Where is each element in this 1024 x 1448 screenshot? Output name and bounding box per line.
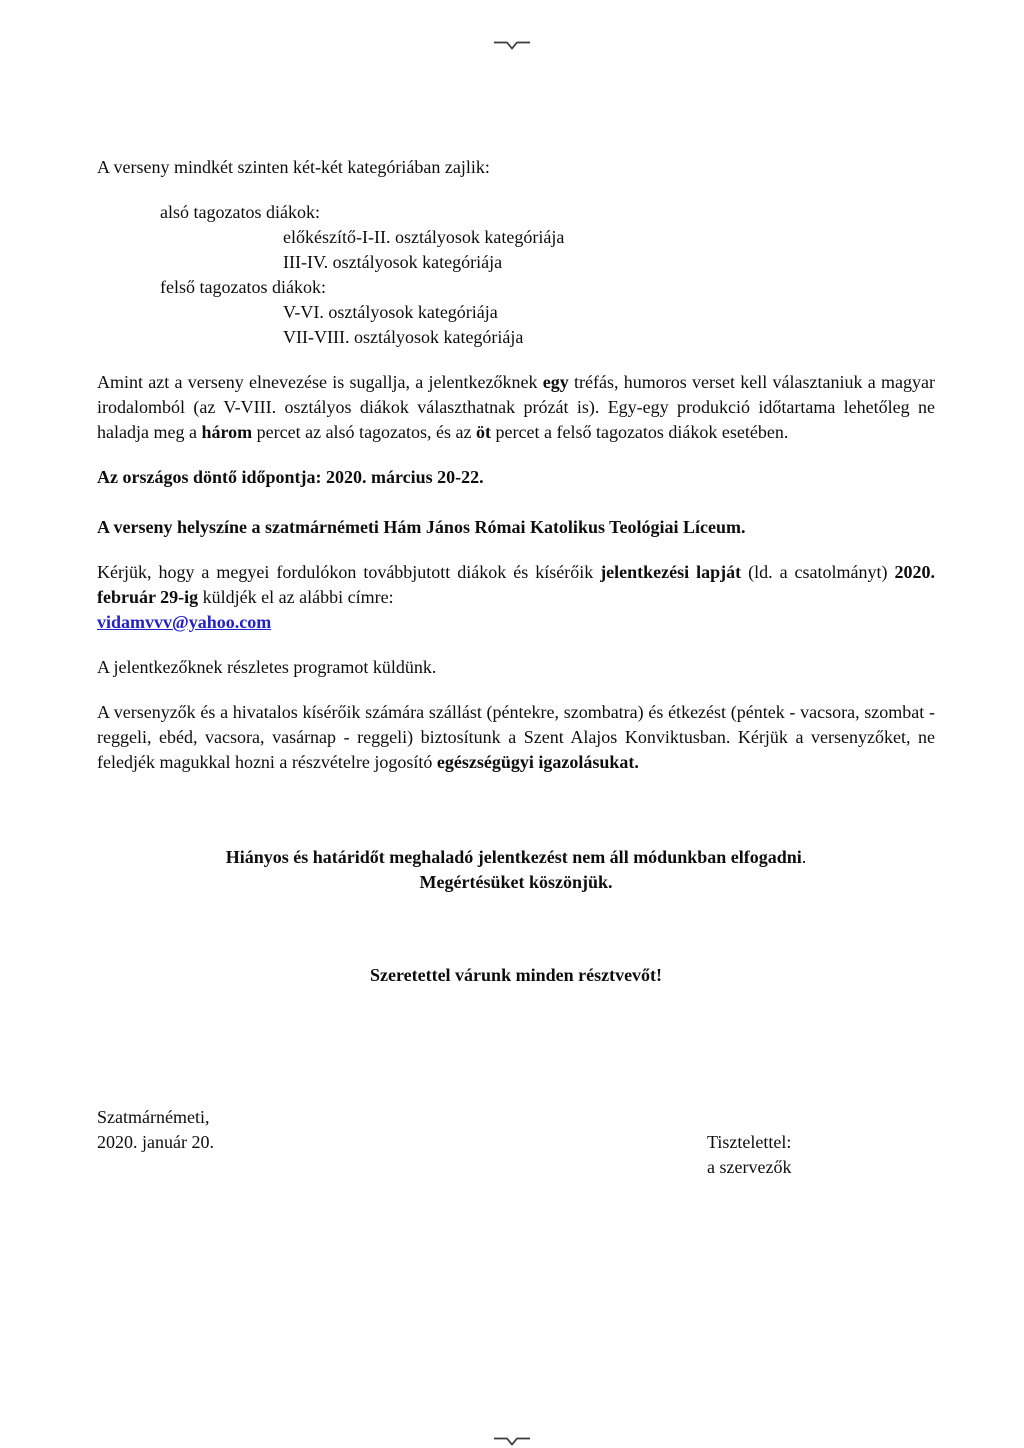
signature-closing: Tisztelettel:: [707, 1132, 792, 1152]
divider-icon: [493, 33, 531, 58]
signature-date: 2020. január 20.: [97, 1132, 214, 1152]
email-link[interactable]: vidamvvv@yahoo.com: [97, 612, 272, 632]
letter-body: [97, 155, 935, 1180]
category-list: [97, 200, 935, 350]
category-line: felső tagozatos diákok:: [160, 277, 326, 297]
final-date-line: Az országos döntő időpontja: 2020. március 20-22.: [97, 467, 484, 487]
notice-line-1: Hiányos és határidőt meghaladó jelentkezést nem áll módunkban elfogadni.: [225, 847, 807, 867]
venue-line: A verseny helyszíne a szatmárnémeti Hám János Római Katolikus Teológiai Líceum.: [97, 517, 746, 537]
email-row: [97, 610, 935, 635]
divider-icon: [493, 1429, 531, 1448]
paragraph-program: A jelentkezőknek részletes programot küldünk.: [97, 657, 437, 677]
paragraph-lodging: A versenyzők és a hivatalos kísérőik számára szállást (péntekre, szombatra) és étkezést (péntek - vacsora, szombat - reggeli, ebéd, vacsora, vasárnap - reggeli) biztosítunk a Szent Alajos Konviktusban. Kérjük a versenyzőket, ne feledjék magukkal hozni a részvételre jogosító egészségügyi igazolásukat.: [97, 702, 935, 772]
category-line: III-IV. osztályosok kategóriája: [283, 252, 503, 272]
category-line: V-VI. osztályosok kategóriája: [283, 302, 498, 322]
notice-block: [97, 845, 935, 895]
notice-line-2: Megértésüket köszönjük.: [419, 872, 613, 892]
signature-signer: a szervezők: [707, 1157, 792, 1177]
signature-place: Szatmárnémeti,: [97, 1107, 210, 1127]
paragraph-about-contest: Amint azt a verseny elnevezése is sugallja, a jelentkezőknek egy tréfás, humoros verset kell választaniuk a magyar irodalomból (az V-VIII. osztályos diákok választhatnak prózát is). Egy-egy produkció időtartama lehetőleg ne haladja meg a három percet az alsó tagozatos, és az öt percet a felső tagozatos diákok esetében.: [97, 372, 935, 442]
signature-closing-block: [707, 1130, 791, 1180]
intro-line: A verseny mindkét szinten két-két kategóriában zajlik:: [97, 157, 490, 177]
category-line: előkészítő-I-II. osztályosok kategóriája: [283, 227, 565, 247]
signature-block: [97, 1105, 935, 1180]
farewell-line: Szeretettel várunk minden résztvevőt!: [369, 965, 663, 985]
paragraph-application: Kérjük, hogy a megyei fordulókon továbbjutott diákok és kísérőik jelentkezési lapját (ld. a csatolmányt) 2020. február 29-ig küldjék el az alábbi címre:: [97, 562, 935, 607]
category-line: alsó tagozatos diákok:: [160, 202, 320, 222]
category-line: VII-VIII. osztályosok kategóriája: [283, 327, 524, 347]
